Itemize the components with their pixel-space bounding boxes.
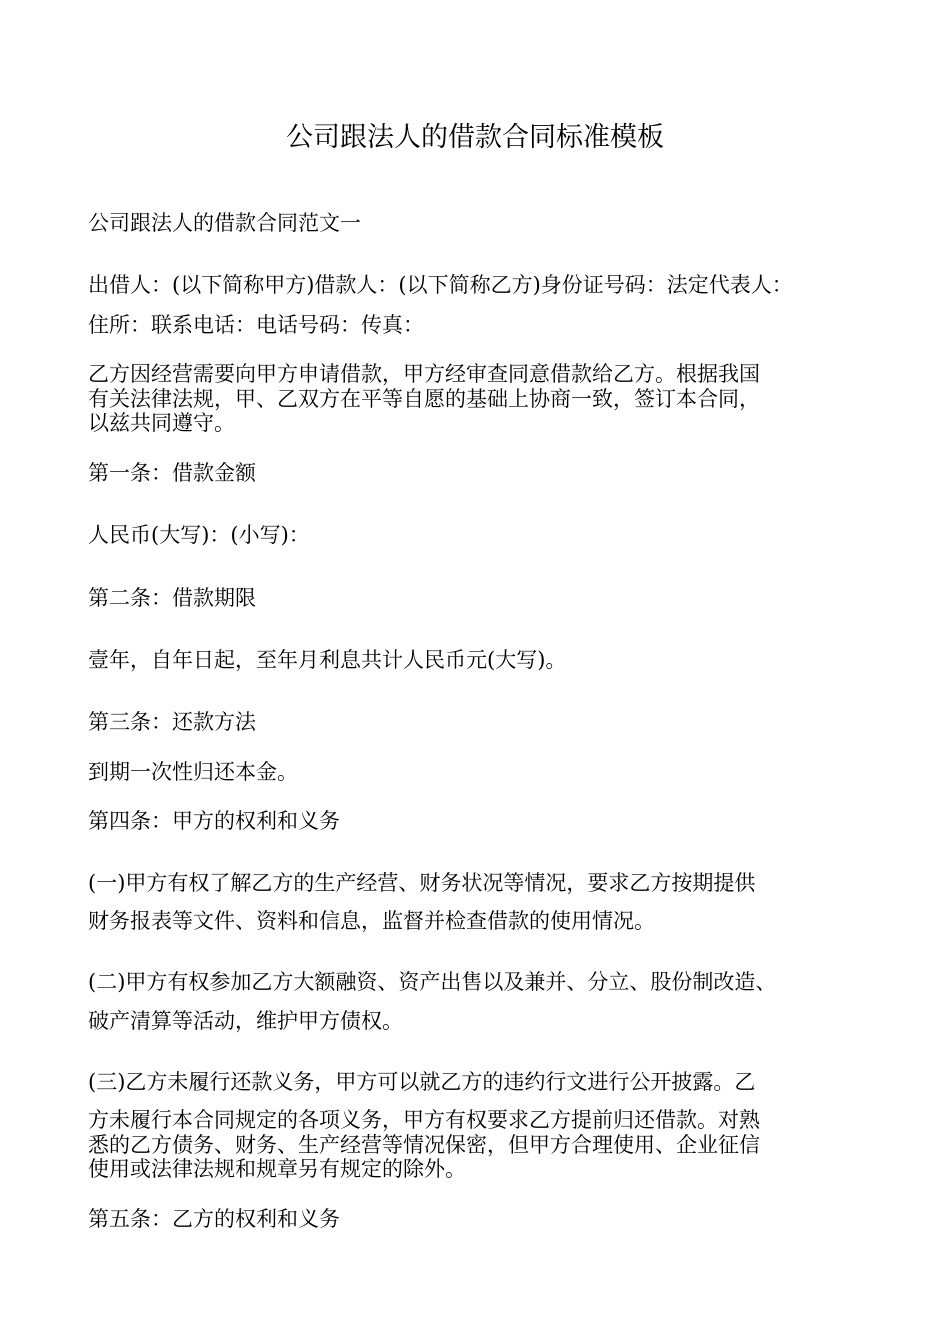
article-text: 到期一次性归还本金。	[88, 760, 298, 784]
document-title: 公司跟法人的借款合同标准模板	[286, 122, 664, 153]
paragraph-line: (一)甲方有权了解乙方的生产经营、财务状况等情况，要求乙方按期提供	[88, 871, 756, 895]
paragraph-line: 使用或法律法规和规章另有规定的除外。	[88, 1157, 466, 1181]
parties-line: 住所：联系电话：电话号码：传真：	[88, 313, 424, 337]
paragraph-line: 悉的乙方债务、财务、生产经营等情况保密，但甲方合理使用、企业征信	[88, 1133, 760, 1157]
paragraph-line: 乙方因经营需要向甲方申请借款，甲方经审查同意借款给乙方。根据我国	[88, 362, 760, 386]
paragraph-line: 破产清算等活动，维护甲方债权。	[88, 1009, 403, 1033]
paragraph-line: (三)乙方未履行还款义务，甲方可以就乙方的违约行文进行公开披露。乙	[88, 1070, 756, 1094]
paragraph-line: 方未履行本合同规定的各项义务，甲方有权要求乙方提前归还借款。对熟	[88, 1108, 760, 1132]
article-title: 第四条：甲方的权利和义务	[88, 809, 340, 833]
section-heading: 公司跟法人的借款合同范文一	[88, 211, 361, 235]
article-title: 第二条：借款期限	[88, 586, 256, 610]
paragraph-line: (二)甲方有权参加乙方大额融资、资产出售以及兼并、分立、股份制改造、	[88, 970, 777, 994]
article-title: 第一条：借款金额	[88, 461, 256, 485]
paragraph-line: 有关法律法规，甲、乙双方在平等自愿的基础上协商一致，签订本合同，	[88, 387, 760, 411]
article-text: 壹年，自年日起，至年月利息共计人民币元(大写)。	[88, 648, 567, 672]
article-text: 人民币(大写)：(小写)：	[88, 523, 310, 547]
article-title: 第三条：还款方法	[88, 710, 256, 734]
paragraph-line: 以兹共同遵守。	[88, 411, 235, 435]
parties-line: 出借人：(以下简称甲方)借款人：(以下简称乙方)身份证号码：法定代表人：	[88, 273, 793, 297]
paragraph-line: 财务报表等文件、资料和信息，监督并检查借款的使用情况。	[88, 909, 655, 933]
article-title: 第五条：乙方的权利和义务	[88, 1207, 340, 1231]
